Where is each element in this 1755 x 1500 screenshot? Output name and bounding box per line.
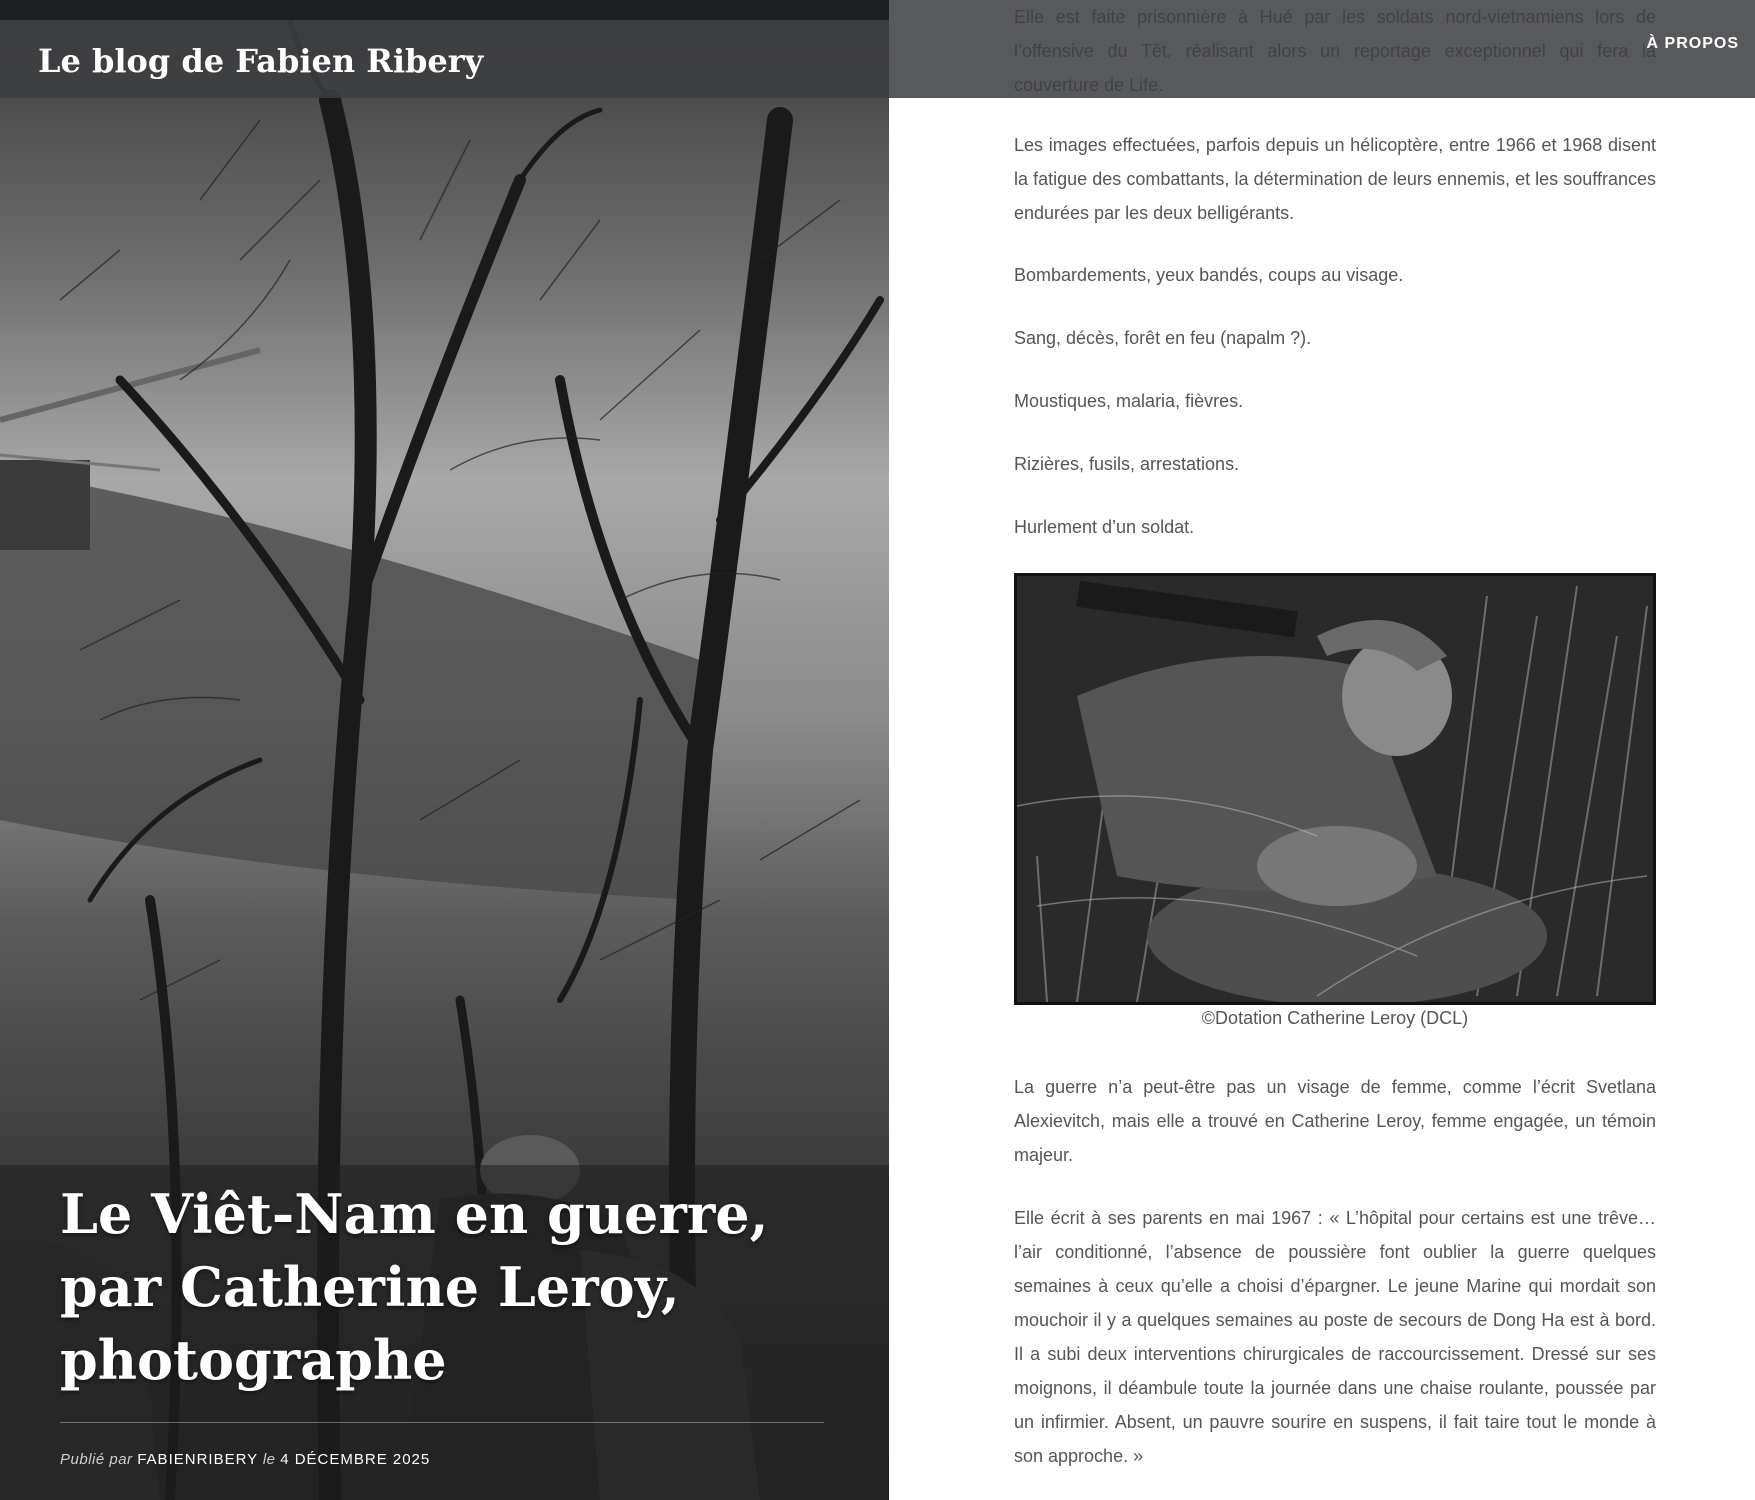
article-paragraph: Bombardements, yeux bandés, coups au visage. <box>1014 265 1404 285</box>
post-title[interactable]: Le Viêt-Nam en guerre, par Catherine Leroy, photographe <box>60 1182 769 1392</box>
site-header <box>0 0 1755 98</box>
photo-soldier-in-grass <box>1017 576 1653 1002</box>
article-paragraph: Hurlement d’un soldat. <box>1014 517 1195 537</box>
date-prefix: le <box>262 1451 276 1468</box>
article-paragraph: La guerre n’a peut-être pas un visage de femme, comme l’écrit Svetlana Alexievitch, mais elle a trouvé en Catherine Leroy, femme engagée, un témoin majeur. <box>1014 1077 1656 1165</box>
post-byline <box>60 1451 430 1468</box>
post-date[interactable]: 4 DÉCEMBRE 2025 <box>280 1451 431 1468</box>
article-paragraph: Les images effectuées, parfois depuis un hélicoptère, entre 1966 et 1968 disent la fatigue des combattants, la détermination de leurs ennemis, et les souffrances endurées par les deux belligérants. <box>1014 135 1656 223</box>
article-paragraph: Elle écrit à ses parents en mai 1967 : « L’hôpital pour certains est une trêve… l’air conditionné, l’absence de poussière font oublier la guerre quelques semaines à ceux qu’elle a choisi d’épargner. Le jeune Marine qui mordait son mouchoir il y a quelques semaines au poste de secours de Dong Ha est à bord. Il a subi deux interventions chirurgicales de raccourcissement. Dressé sur ses moignons, il déambule toute la journée dans une chaise roulante, poussée par un infirmier. Absent, un pauvre sourire en suspens, il fait taire tout le monde à son approche. » <box>1014 1208 1656 1466</box>
nav-about-link[interactable]: À PROPOS <box>1646 35 1739 52</box>
author-link[interactable]: FABIENRIBERY <box>137 1451 259 1468</box>
article-paragraph: Moustiques, malaria, fièvres. <box>1014 391 1244 411</box>
article-paragraph: Rizières, fusils, arrestations. <box>1014 454 1240 474</box>
photo-caption: ©Dotation Catherine Leroy (DCL) <box>1201 1008 1469 1028</box>
article-photo-marine[interactable] <box>1014 573 1656 1005</box>
site-title-link[interactable]: Le blog de Fabien Ribery <box>38 42 484 80</box>
header-dark-strip <box>0 0 889 20</box>
title-divider <box>60 1422 824 1423</box>
article-paragraph: Sang, décès, forêt en feu (napalm ?). <box>1014 328 1312 348</box>
byline-prefix: Publié par <box>60 1451 133 1468</box>
